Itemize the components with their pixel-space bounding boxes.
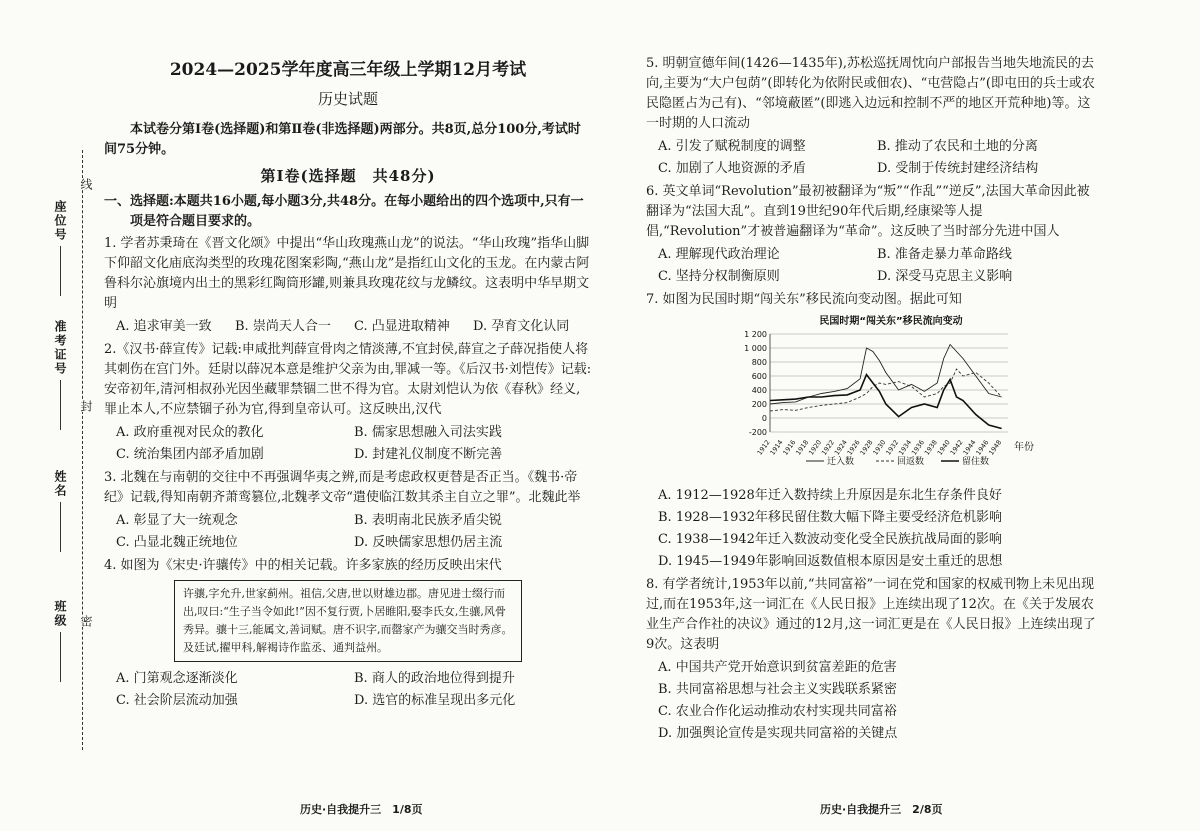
- right-page: [646, 54, 1096, 745]
- option-b: B. 表明南北民族矛盾尖锐: [354, 513, 502, 528]
- option-d: D. 选官的标准呈现出多元化: [354, 693, 516, 708]
- secret-mark: 密: [76, 615, 96, 627]
- x-tick-label: 1944: [961, 438, 978, 457]
- x-tick-label: 1914: [768, 438, 785, 457]
- series-line-留住数: [770, 375, 1002, 429]
- option-a: A. 追求审美一致: [116, 319, 212, 334]
- chart-title: 民国时期“闯关东”移民流向变动: [819, 316, 963, 327]
- option-d: D. 受制于传统封建经济结构: [877, 161, 1039, 176]
- y-tick-label: 600: [751, 372, 767, 381]
- question-stem: 6. 英文单词“Revolution”最初被翻译为“叛”“作乱”“逆反”,法国大革命因此被翻译为“法国大乱”。直到19世纪90年代后期,经康梁等人提倡,“Revolution”才被普遍翻译为“革命”。这反映了当时部分先进中国人: [646, 184, 1090, 239]
- binding-line: [82, 150, 83, 750]
- series-line-迁入数: [770, 345, 1002, 405]
- binding-strip: [0, 0, 100, 831]
- option-d: D. 1945—1949年影响回返数值根本原因是安土重迁的思想: [658, 554, 1003, 569]
- option-a: A. 理解现代政治理论: [658, 247, 780, 262]
- x-tick-label: 1948: [987, 438, 1004, 457]
- x-tick-label: 1932: [884, 438, 901, 457]
- y-tick-label: 1 200: [744, 330, 767, 339]
- option-d: D. 反映儒家思想仍居主流: [354, 535, 503, 550]
- question-8: [646, 575, 1096, 745]
- migration-chart-svg: [736, 314, 1046, 474]
- question-stem: 2.《汉书·薛宣传》记载:申咸批判薛宣骨肉之情淡薄,不宜封侯,薛宣之子薛况指使人将其刺伤在宫门外。廷尉以薛况本意是维护父亲为由,罪减一等。《后汉书·刘恺传》记载:安帝初年,清河相叔孙光因坐藏罪禁锢二世不得为官。太尉刘恺认为依《春秋》经义,罪止本人,不应禁锢子孙为官,得到皇帝认可。这反映出,汉代: [104, 342, 592, 417]
- legend-label: 回返数: [897, 457, 925, 467]
- x-tick-label: 1912: [755, 438, 772, 457]
- option-c: C. 统治集团内部矛盾加剧: [116, 447, 264, 462]
- option-c: C. 社会阶层流动加强: [116, 693, 238, 708]
- exam-intro: 本试卷分第Ⅰ卷(选择题)和第Ⅱ卷(非选择题)两部分。共8页,总分100分,考试时间75分钟。: [104, 122, 581, 157]
- y-tick-label: 0: [761, 414, 767, 423]
- option-a: A. 中国共产党开始意识到贫富差距的危害: [658, 660, 897, 675]
- option-d: D. 加强舆论宣传是实现共同富裕的关键点: [658, 726, 898, 741]
- exam-id-field-label: 准考证号: [50, 320, 70, 430]
- question-4: [104, 556, 592, 712]
- y-tick-label: 1 000: [744, 344, 767, 353]
- legend-label: 迁入数: [827, 457, 855, 467]
- x-tick-label: 1942: [948, 438, 965, 457]
- question-7: [646, 290, 1096, 573]
- seal-mark: 封: [76, 400, 96, 412]
- question-stem: 5. 明朝宣德年间(1426—1435年),苏松巡抚周忱向户部报告当地失地流民的去向,主要为“大户包荫”(即转化为依附民或佃农)、“屯营隐占”(即屯田的兵士或农民隐匿占为己有)、“邻境蔽匿”(即逃入边远和控制不严的地区开荒种地)等。这一时期的人口流动: [646, 56, 1095, 131]
- class-field-label: 班级: [50, 600, 70, 682]
- question-6: [646, 182, 1096, 288]
- question-stem: 1. 学者苏秉琦在《晋文化颂》中提出“华山玫瑰燕山龙”的说法。“华山玫瑰”指华山脚下仰韶文化庙底沟类型的玫瑰花图案彩陶,“燕山龙”是指红山文化的玉龙。在内蒙古阿鲁科尔沁旗境内出土的黑彩红陶筒形罐,则兼具玫瑰花纹与龙鳞纹。这表明中华早期文明: [104, 236, 590, 311]
- x-tick-label: 1928: [858, 438, 875, 457]
- x-axis-label: 年份: [1014, 442, 1034, 453]
- y-tick-label: 800: [751, 358, 767, 367]
- page-footer-right: 历史·自我提升三 2/8页: [820, 803, 943, 816]
- x-tick-label: 1936: [909, 438, 927, 457]
- option-a: A. 彰显了大一统观念: [116, 513, 238, 528]
- option-c: C. 坚持分权制衡原则: [658, 269, 780, 284]
- option-c: C. 1938—1942年迁入数波动变化受全民族抗战局面的影响: [658, 532, 1002, 547]
- section-instruction: 一、选择题:本题共16小题,每小题3分,共48分。在每小题给出的四个选项中,只有一项是符合题目要求的。: [104, 194, 584, 229]
- y-tick-label: 200: [751, 400, 767, 409]
- question-1: [104, 234, 592, 338]
- option-b: B. 儒家思想融入司法实践: [354, 425, 502, 440]
- page-footer-left: 历史·自我提升三 1/8页: [300, 803, 423, 816]
- question-stem: 3. 北魏在与南朝的交往中不再强调华夷之辨,而是考虑政权更替是否正当。《魏书·帝纪》记载,得知南朝齐萧鸾篡位,北魏孝文帝“遣使临江数其杀主自立之罪”。北魏此举: [104, 470, 581, 505]
- option-c: C. 加剧了人地资源的矛盾: [658, 161, 806, 176]
- left-page: [104, 58, 592, 712]
- x-tick-label: 1934: [897, 438, 914, 457]
- option-a: A. 政府重视对民众的教化: [116, 425, 264, 440]
- x-tick-label: 1922: [819, 438, 836, 457]
- option-c: C. 农业合作化运动推动农村实现共同富裕: [658, 704, 897, 719]
- x-tick-label: 1926: [845, 438, 862, 457]
- option-b: B. 崇尚天人合一: [235, 319, 331, 334]
- option-b: B. 1928—1932年移民留住数大幅下降主要受经济危机影响: [658, 510, 1002, 525]
- seat-field-label: 座位号: [50, 200, 70, 296]
- x-tick-label: 1940: [935, 438, 952, 457]
- option-b: B. 共同富裕思想与社会主义实践联系紧密: [658, 682, 897, 697]
- name-field-label: 姓名: [50, 470, 70, 552]
- x-tick-label: 1920: [807, 438, 824, 457]
- y-tick-label: -200: [748, 428, 767, 437]
- option-d: D. 孕育文化认同: [473, 319, 570, 334]
- option-b: B. 商人的政治地位得到提升: [354, 671, 515, 686]
- x-tick-label: 1938: [922, 438, 939, 457]
- question-2: [104, 340, 592, 466]
- x-tick-label: 1946: [974, 438, 991, 457]
- question-stem: 7. 如图为民国时期“闯关东”移民流向变动图。据此可知: [646, 292, 962, 307]
- option-b: B. 推动了农民和土地的分离: [877, 139, 1038, 154]
- x-tick-label: 1924: [832, 438, 849, 457]
- migration-chart: [736, 314, 1096, 481]
- x-tick-label: 1916: [781, 438, 798, 457]
- x-tick-label: 1918: [794, 438, 811, 457]
- option-a: A. 门第观念逐渐淡化: [116, 671, 238, 686]
- question-5: [646, 54, 1096, 180]
- y-tick-label: 400: [751, 386, 767, 395]
- option-c: C. 凸显北魏正统地位: [116, 535, 238, 550]
- option-d: D. 封建礼仪制度不断完善: [354, 447, 503, 462]
- question-stem: 4. 如图为《宋史·许骧传》中的相关记载。许多家族的经历反映出宋代: [104, 558, 502, 573]
- exam-title: 2024—2025学年度高三年级上学期12月考试: [169, 60, 527, 80]
- source-quote-box: 许骧,字允升,世家蓟州。祖信,父唐,世以财雄边郡。唐见进士缀行而出,叹曰:“生子当令如此!”因不复行贾,卜居睢阳,娶李氏女,生骧,风骨秀异。骧十三,能属文,善词赋。唐不识字,而罄家产为骧交当时秀彦。及廷试,擢甲科,解褐诗作监丞、通判益州。: [174, 580, 522, 662]
- question-3: [104, 468, 592, 554]
- option-d: D. 深受马克思主义影响: [877, 269, 1013, 284]
- exam-subtitle: 历史试题: [317, 90, 378, 108]
- question-stem: 8. 有学者统计,1953年以前,“共同富裕”一词在党和国家的权威刊物上未见出现过,而在1953年,这一词汇在《人民日报》上连续出现了12次。在《关于发展农业生产合作社的决议》通过的12月,这一词汇更是在《人民日报》上连续出现了9次。这表明: [646, 577, 1096, 652]
- option-c: C. 凸显进取精神: [354, 319, 450, 334]
- option-a: A. 引发了赋税制度的调整: [658, 139, 806, 154]
- line-mark: 线: [76, 178, 96, 190]
- option-a: A. 1912—1928年迁入数持续上升原因是东北生存条件良好: [658, 488, 1002, 503]
- legend-label: 留住数: [962, 457, 990, 467]
- x-tick-label: 1930: [871, 438, 888, 457]
- section-heading: 第Ⅰ卷(选择题 共48分): [260, 167, 436, 185]
- option-b: B. 准备走暴力革命路线: [877, 247, 1012, 262]
